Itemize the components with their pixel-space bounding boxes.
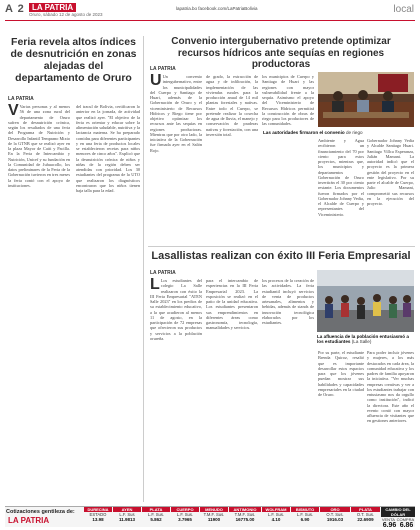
article2-col4: Ambiente y Agua recibieron un financiamiento del 70 por ciento para estos proyectos, mientras que, los municipios y departamentos Gobernación de Oruro invertirán el 30 por ciento restante. Los documentos fueron firmados por el Gobernador Johnny Vedia, el Alcalde de Cuerpo y representantes del Viceministerio. [318, 138, 364, 217]
currency-item: DURECINA ESTADO 13.98 [84, 507, 112, 525]
article2-kicker: LA PATRIA [150, 66, 176, 72]
dropcap: U [150, 74, 162, 89]
article2-col3: los municipios de Cuerpo y Santiago de Huari y las regiones con mayor vulnerabilidad frente a la sequía. Asimismo el apoyo del Viceministerio de Recursos Hídricos permitirá la construcción de obras de riego para los productores de las comunidades. [262, 74, 314, 127]
article2-col2: de grado, la extracción de agua y de infiltración, la implementación de las viviendas rurales para la producción anual de 14 mil plantas forestales y nativas. Entre todo el Cuerpo, se pretende realizar la cosecha de agua de lluvia, el manejo y conservación de praderas nativas y forestación, con una inversión total. [206, 74, 258, 137]
currency-item: WOLFRAM L.F. Sus. 4.10 [262, 507, 290, 525]
article2-col1: U Un convenio intergubernativo, entre los municipalidades del Cuerpo y Santiago de Huari, además de la Gobernación de Oruro y el viceministerio de Recursos Hídricos y Riego tiene por objetivo optimizar los recursos ante las sequías en regiones productoras. Mientras que por otro lado, la iniciativa de la Gobernación fue firmada ayer en el Salón Rojo. [150, 74, 202, 153]
currency-item: PLATA L.F. Sus. 5.862 [142, 507, 170, 525]
article1-kicker: LA PATRIA [8, 96, 34, 102]
section-label: local [393, 4, 414, 15]
article3-kicker: LA PATRIA [150, 270, 176, 276]
dollar-buy: 6.96 [382, 522, 397, 529]
header-logo: LA PATRIA [29, 3, 76, 12]
article2-title: Convenio intergubernativo pretende optimizar recursos hídricos ante sequías en regiones productoras [171, 36, 391, 70]
header-web: lapatria.bo facebook.com/LaPatriaBolivia [176, 6, 258, 11]
dollar-sell: 6.86 [399, 522, 414, 529]
article3-col3: los procesos de la creación de las actividades. La feria estudiantil incluyó servicios de venta de productos artesanales, alimentos y bebidas, además de stands de innovación tecnológica elaborados por los estudiantes. [262, 278, 314, 325]
article1-col1: V Varias personas y al menos 56 de una zona rural del departamento de Oruro sufren de desnutrición crónica, según los resultados de una feria del Programa de Nutrición y Desarrollo Infantil Temprano Mixto de la GTNB que se realizó ayer en la plaza Mayor de Caiti y Pacilla. En la Feria de Intercambio y Nutrición, Unicef y su fundación en la Comunidad de Juhuacollo, los datos preliminares de la Feria de la Gobernación tuvieron en tres meses la feria contó con el apoyo de instituciones. [8, 104, 70, 188]
feria-photo [317, 270, 414, 332]
article3-col1: L Los estudiantes del colegio La Salle realizaron con éxito la III Feria Empresarial "ATEN Salle 2023" en los predios de su establecimiento educativo, a la que acudieron al menos 11 de agosto, en la participación de 72 empresas que ofrecieron sus productos y servicios a la población orureña. [150, 278, 202, 341]
currency-item: ANTIMONIO T.M.F. Sus. 16775.00 [229, 507, 261, 525]
article2-col5: Gobernador Johnny Vedia y Alcalde Santiago Huari. Santiago Villca Esperanza, Julián Mamani. La autoridad indicó que el proyecto es la primera gestión del proyecto en el ente legislativo. Por su parte el alcalde de Cuerpo, Julio Mamani, comprometió sus recursos en la ejecución del proyecto. [367, 138, 414, 206]
article3-col5: Para poder incluir jóvenes y mujeres, a los más destacados en cada área, la comunidad educativa y los padres de familia apoyaron la iniciativa. "Ver muchas empresas creativas y ver a los estudiantes trabajar con entusiasmo nos da orgullo como institución", indicó la directora. Este año el evento contó con mayor afluencia de visitantes que en gestiones anteriores. [367, 350, 414, 424]
article1-title: Feria revela altos índices de desnutrición en zonas alejadas del departamento de Oruro [10, 36, 137, 84]
currency-item: BISMUTO L.F. Sus. 6.90 [291, 507, 319, 525]
article1-col2: del tracul de Bolivia, certificaron lo anterior en la jornada, de actividad que realizó ayer. "El objetivo de la feria es orientar y educar sobre la alimentación saludable, nutritiva y la lactancia materna. Se ha preparado comidas para diferentes participantes y en una feria de productos locales se establecieron recetas para niños menores de cinco años". Explicó que la desnutrición crónica de niños y niñas de la región deben ser atendidas con prioridad. Los 30 estudiantes del programa de la UTO que realizaron los diagnósticos encontraron que los niños tienen baja talla para la edad. [76, 104, 140, 193]
article3-title: Lasallistas realizan con éxito III Feria Empresarial [151, 250, 411, 262]
feria-photo-caption: La afluencia de la población entusiasmó a los estudiantes (La Salle) [317, 334, 409, 344]
currency-title: Cotizaciones gentileza de: [6, 509, 75, 515]
dropcap: V [8, 104, 19, 119]
currency-item: PLATA O.T. Sus. 22.6909 [351, 507, 380, 525]
article3-col4: Por su parte, el estudiante Brenda Quiroz, resaltó que es importante desarrollar estos espacios para que los jóvenes puedan mostrar sus habilidades y capacidades empresariales en la ciudad de Oruro. [318, 350, 364, 397]
currency-item: ORO O.T. Sus. 1916.03 [320, 507, 350, 525]
convenio-photo [318, 72, 414, 127]
header-rule [5, 20, 415, 21]
currency-item: AYEN L.F. Sus 11.9813 [113, 507, 141, 525]
header-date: Oruro, sábado 12 de agosto de 2023 [29, 12, 103, 17]
dropcap: L [150, 278, 160, 293]
convenio-photo-caption: Las autoridades firmaron el convenio de riego [263, 130, 363, 135]
column-divider [143, 36, 144, 502]
currency-item: MENUDO T.M.F. Sus. 11900 [200, 507, 228, 525]
section-divider [148, 246, 415, 247]
dollar-exchange: CAMBIO DEL DÓLAR VENTA COMPRA 6.96 6.86 [381, 507, 415, 529]
page-number: A 2 [5, 3, 25, 15]
currency-logo: LA PATRIA [8, 516, 50, 525]
article3-col2: para el intercambio de experiencias en la III Feria Empresarial 2023. La exposición se realizó en el patio de la unidad educativa. Los estudiantes presentaron sus emprendimientos en diferentes áreas como gastronomía, tecnología, manualidades y servicios. [206, 278, 258, 331]
currency-item: CUERPO L.F. Sus. 3.7965 [171, 507, 199, 525]
